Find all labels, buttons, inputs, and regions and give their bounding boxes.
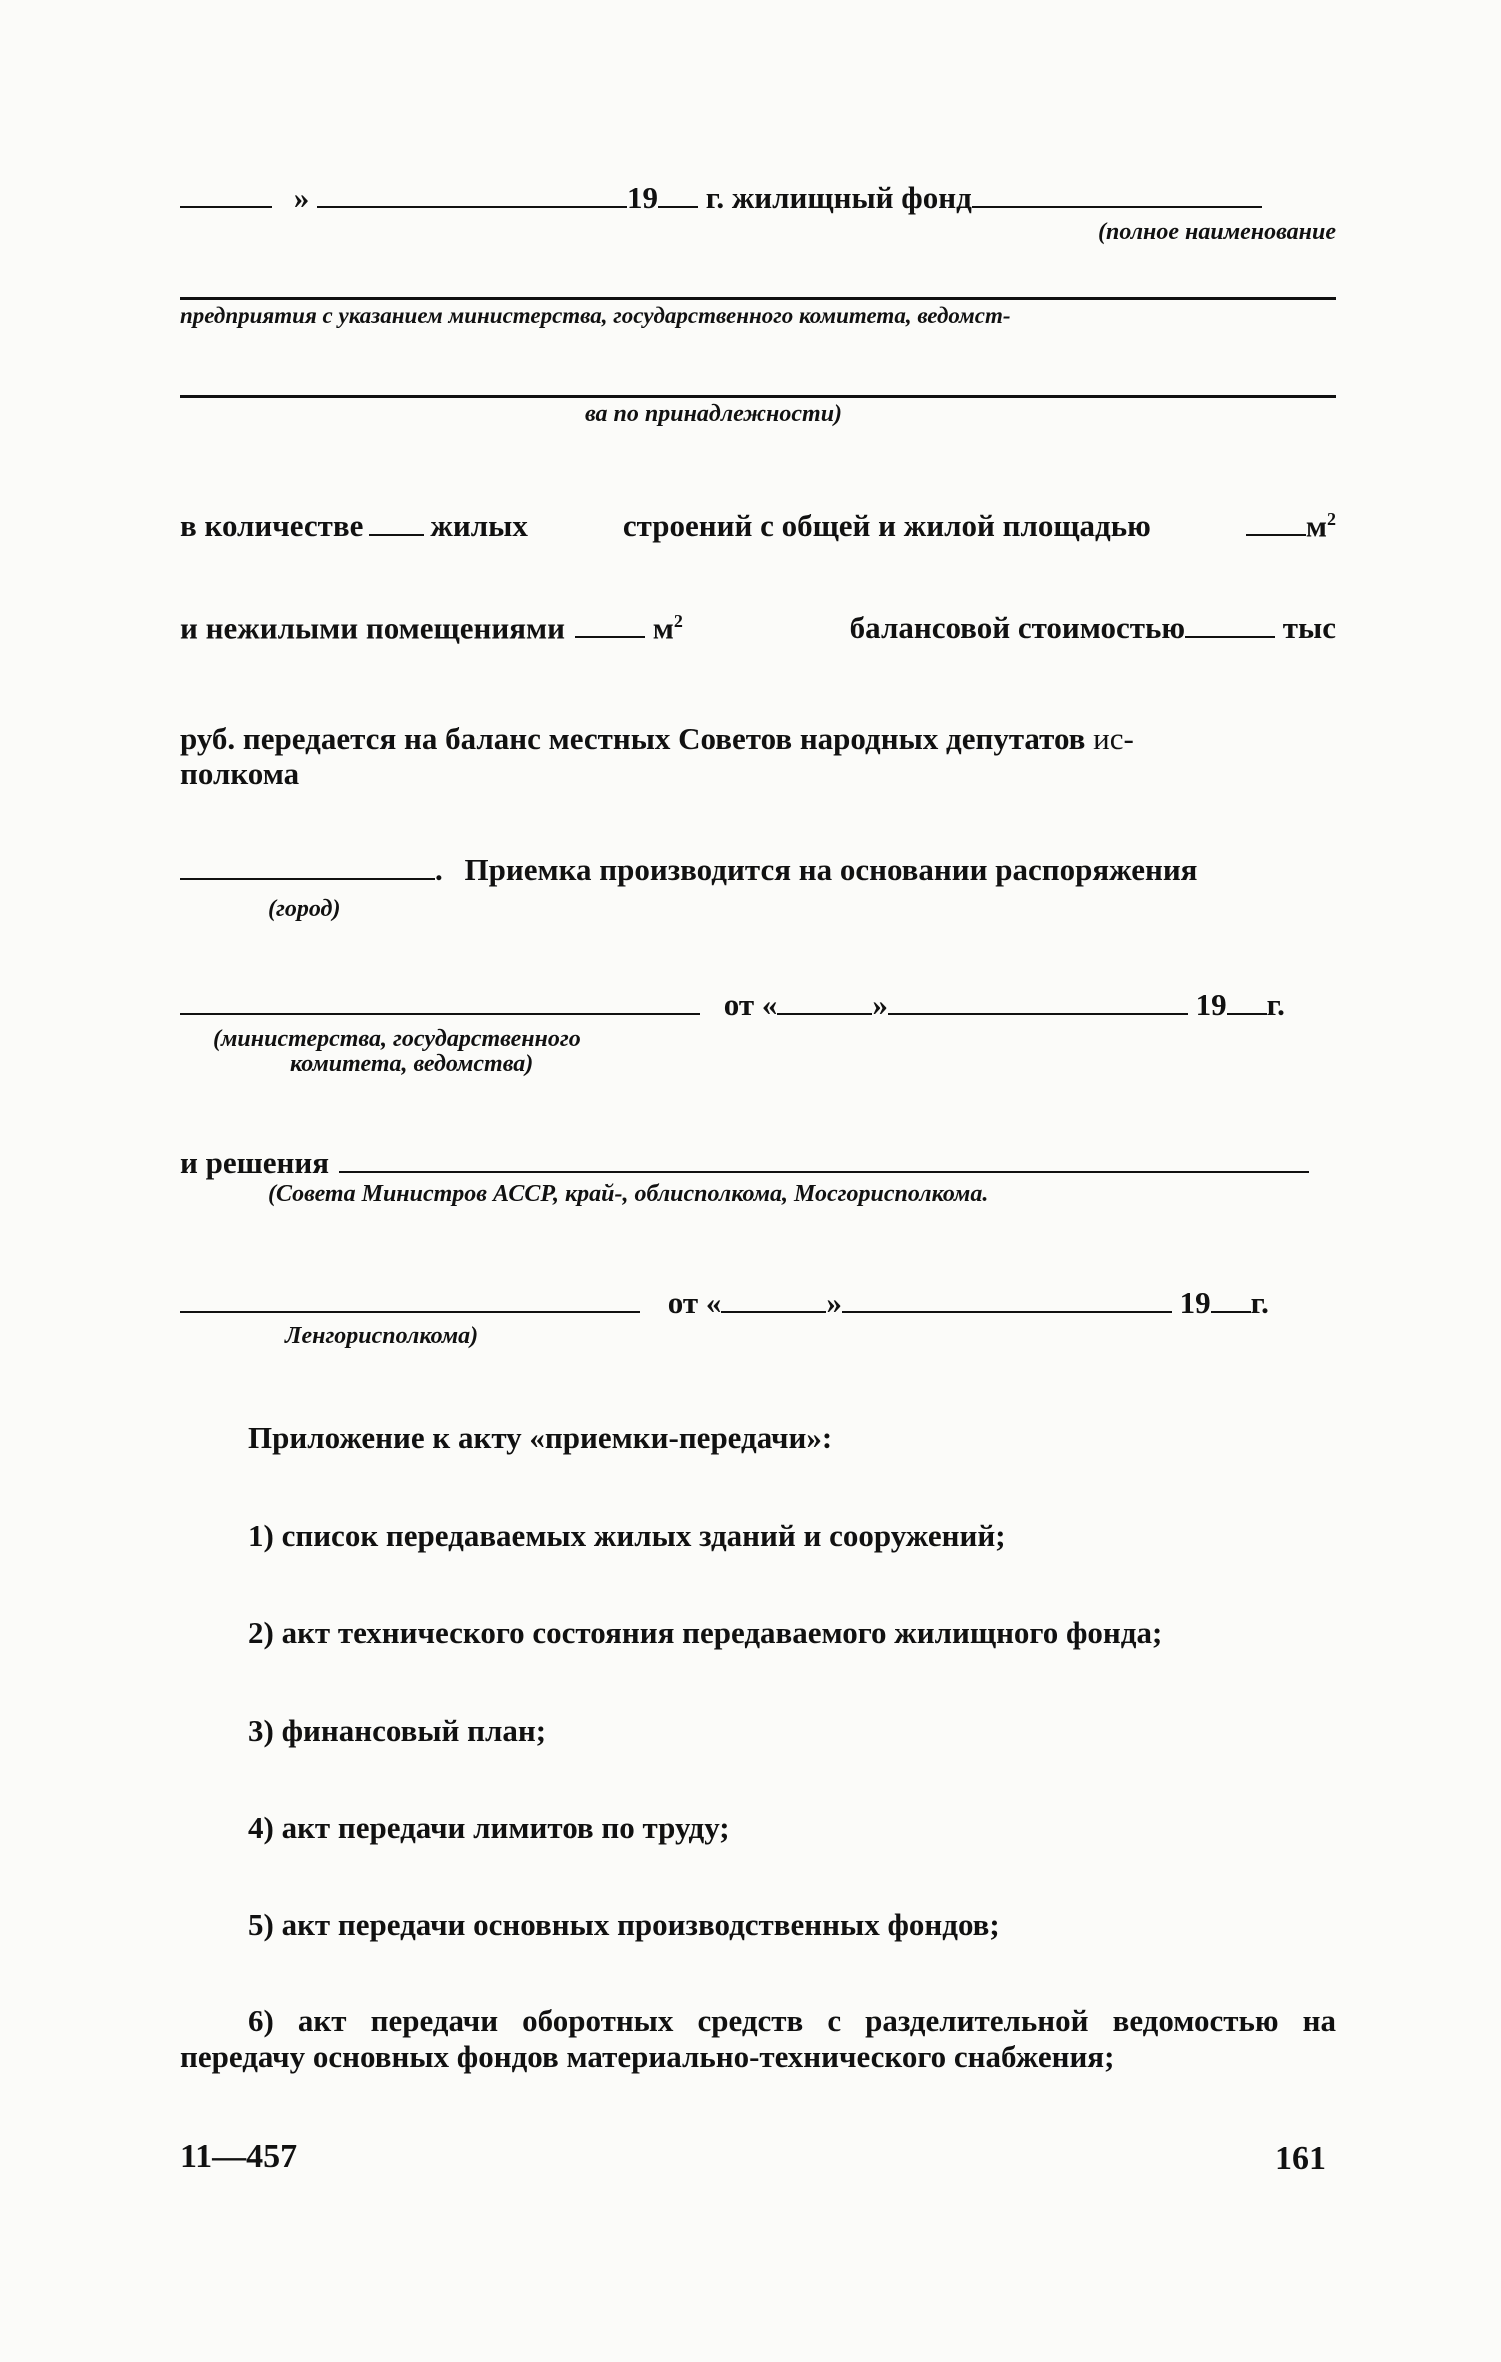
line-decision: [180, 1143, 1336, 1182]
caption-ministry-1: (министерства, государственного: [213, 1026, 581, 1052]
blank-year: [658, 178, 698, 208]
footer-code: 11—457: [180, 2138, 298, 2175]
list-item: 3) финансовый план;: [248, 1713, 547, 1748]
transfer-hyphen: ис-: [1093, 721, 1134, 756]
line-ministry: [180, 985, 1336, 1024]
blank-balance: [1185, 608, 1275, 638]
list-item: 5) акт передачи основных производственных фондов;: [248, 1907, 1000, 1942]
ministry-quote-close: »: [872, 987, 888, 1022]
rule-2: [180, 395, 1336, 398]
list-item: 1) список передаваемых жилых зданий и сооружений;: [248, 1518, 1006, 1553]
housing-fund-label: г. жилищный фонд: [705, 180, 972, 215]
caption-affiliation: ва по принадлежности): [585, 401, 843, 427]
page-number: 161: [1275, 2140, 1326, 2177]
from-label: от «: [723, 987, 778, 1022]
len-from-label: от «: [667, 1285, 722, 1320]
list-item: 4) акт передачи лимитов по труду;: [248, 1810, 730, 1845]
decision-label: и решения: [180, 1145, 330, 1180]
nonres-label: и нежилыми помещениями: [180, 610, 565, 646]
acceptance-text: Приемка производится на основании распоряжения: [464, 852, 1198, 887]
len-quote-close: »: [826, 1285, 842, 1320]
unit-m2: м: [652, 610, 674, 646]
rule-1: [180, 297, 1336, 300]
blank-len-day: [721, 1283, 826, 1313]
line-transfer: [180, 720, 1336, 758]
blank-qty: [369, 506, 424, 536]
blank-decision: [339, 1143, 1309, 1173]
blank-leningrad: [180, 1283, 640, 1313]
residential-label: жилых: [430, 508, 528, 544]
blank-month: [317, 178, 627, 208]
blank-city: [180, 850, 435, 880]
caption-council: (Совета Министров АССР, край-, облисполкома, Мосгорисполкома.: [268, 1181, 989, 1207]
line-city: [180, 850, 1336, 889]
ministry-year: 19: [1195, 987, 1227, 1022]
unit-m2-sup: 2: [673, 611, 683, 631]
line-transfer-cont: полкома: [180, 756, 300, 791]
caption-enterprise: предприятия с указанием министерства, государственного комитета, ведомст-: [180, 303, 1011, 328]
caption-full-name: (полное наименование: [1097, 219, 1336, 245]
line-quantity: [180, 500, 1336, 545]
line-nonresidential: [180, 602, 1336, 647]
blank-ministry-day: [777, 985, 872, 1015]
list-item: 2) акт технического состояния передаваемого жилищного фонда;: [248, 1615, 1163, 1650]
blank-ministry-month: [888, 985, 1188, 1015]
caption-city: (город): [268, 896, 341, 922]
line-leningrad: [180, 1283, 1336, 1322]
blank-len-year: [1211, 1283, 1251, 1313]
caption-leningrad: Ленгорисполкома): [285, 1323, 479, 1349]
blank-ministry: [180, 985, 700, 1015]
unit-sup: 2: [1327, 509, 1336, 529]
blank-day: [180, 178, 272, 208]
year-prefix: 19: [627, 180, 658, 215]
caption-ministry-2: комитета, ведомства): [290, 1051, 534, 1077]
area-label: строений с общей и жилой площадью: [622, 508, 1151, 544]
len-g: г.: [1250, 1285, 1269, 1320]
balance-label: балансовой стоимостью: [849, 610, 1186, 646]
qty-label: в количестве: [180, 508, 364, 544]
unit-m: м: [1305, 508, 1327, 544]
blank-fund-name: [972, 178, 1262, 208]
transfer-text: руб. передается на баланс местных Советов народных депутатов: [180, 721, 1086, 756]
blank-nonres-area: [575, 608, 645, 638]
blank-ministry-year: [1227, 985, 1267, 1015]
city-dot: .: [435, 852, 443, 887]
ministry-g: г.: [1266, 987, 1285, 1022]
len-year: 19: [1179, 1285, 1211, 1320]
thousand-label: тыс: [1282, 610, 1336, 646]
line-date-housing-fund: [180, 178, 1336, 217]
blank-len-month: [842, 1283, 1172, 1313]
quote-close: »: [293, 180, 310, 215]
list-item-6: 6) акт передачи оборотных средств с разделительной ведомостью на передачу основных фондов материально-технического снабжения;: [180, 2003, 1336, 2074]
appendix-title: Приложение к акту «приемки-передачи»:: [248, 1420, 833, 1455]
blank-area: [1246, 506, 1306, 536]
